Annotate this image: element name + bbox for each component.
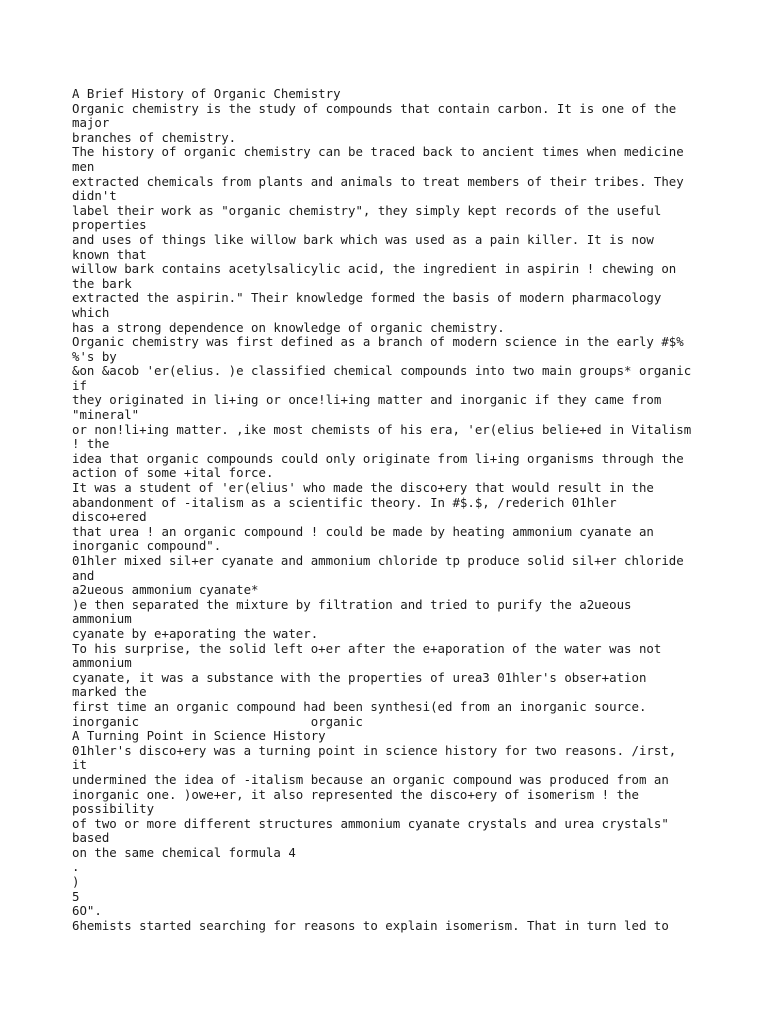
text-line: which	[72, 304, 110, 320]
text-line: It was a student of 'er(elius' who made the disco+ery that would result in the	[72, 480, 654, 496]
text-line: The history of organic chemistry can be traced back to ancient times when medicine	[72, 144, 684, 160]
text-line: 01hler's disco+ery was a turning point in science history for two reasons. /irst,	[72, 742, 677, 758]
text-line: and	[72, 567, 95, 583]
text-line: and uses of things like willow bark which was used as a pain killer. It is now	[72, 231, 654, 247]
text-line: first time an organic compound had been synthesi(ed from an inorganic source.	[72, 698, 647, 714]
text-line: it	[72, 757, 87, 773]
text-line: abandonment of -italism as a scientific theory. In #$.$, /rederich 01hler	[72, 494, 617, 510]
text-line: ammonium	[72, 655, 132, 671]
text-line: cyanate, it was a substance with the properties of urea3 01hler's obser+ation	[72, 669, 647, 685]
text-line: inorganic organic	[72, 713, 363, 729]
text-line: idea that organic compounds could only originate from li+ing organisms through the	[72, 450, 684, 466]
document-title: A Brief History of Organic Chemistry	[72, 86, 341, 101]
text-line: 5	[72, 888, 80, 904]
text-line: 6O".	[72, 903, 102, 919]
text-line: 01hler mixed sil+er cyanate and ammonium chloride tp produce solid sil+er chloride	[72, 553, 684, 568]
text-line: inorganic compound".	[72, 538, 222, 554]
text-line: %'s by	[72, 348, 117, 364]
text-line: of two or more different structures ammonium cyanate crystals and urea crystals"	[72, 815, 669, 831]
text-line: extracted chemicals from plants and animals to treat members of their tribes. They	[72, 173, 684, 189]
text-line: the bark	[72, 275, 132, 291]
text-line: marked the	[72, 684, 147, 700]
text-line: if	[72, 377, 87, 393]
text-line: ammonium	[72, 611, 132, 627]
text-line: men	[72, 158, 95, 174]
text-line: major	[72, 115, 110, 131]
text-line: properties	[72, 217, 147, 233]
text-line: or non!li+ing matter. ,ike most chemists of his era, 'er(elius belie+ed in Vitalism	[72, 421, 692, 437]
document-body	[72, 87, 712, 933]
text-line: has a strong dependence on knowledge of organic chemistry.	[72, 319, 505, 335]
text-line: didn't	[72, 188, 117, 204]
text-line: known that	[72, 246, 147, 262]
text-line: &on &acob 'er(elius. )e classified chemical compounds into two main groups* organic	[72, 363, 692, 379]
text-line: that urea ! an organic compound ! could be made by heating ammonium cyanate an	[72, 523, 654, 539]
text-line: a2ueous ammonium cyanate*	[72, 582, 259, 598]
text-line: willow bark contains acetylsalicylic acid, the ingredient in aspirin ! chewing on	[72, 261, 677, 277]
text-line: "mineral"	[72, 407, 140, 423]
text-line: they originated in li+ing or once!li+ing matter and inorganic if they came from	[72, 392, 662, 408]
text-line: A Turning Point in Science History	[72, 728, 326, 744]
text-line: ! the	[72, 436, 110, 452]
text-line: on the same chemical formula 4	[72, 844, 296, 860]
text-line: cyanate by e+aporating the water.	[72, 625, 319, 641]
text-line: To his surprise, the solid left o+er after the e+aporation of the water was not	[72, 640, 662, 656]
text-line: .	[72, 859, 80, 875]
text-line: action of some +ital force.	[72, 465, 274, 481]
text-line: undermined the idea of -italism because an organic compound was produced from an	[72, 771, 669, 787]
text-line: disco+ered	[72, 509, 147, 525]
text-line: )e then separated the mixture by filtration and tried to purify the a2ueous	[72, 596, 632, 612]
text-line: based	[72, 830, 110, 846]
text-line: possibility	[72, 801, 155, 817]
text-line: Organic chemistry was first defined as a branch of modern science in the early #$%	[72, 334, 684, 350]
text-line: label their work as "organic chemistry", they simply kept records of the useful	[72, 202, 662, 218]
text-line: extracted the aspirin." Their knowledge formed the basis of modern pharmacology	[72, 290, 662, 306]
text-line: Organic chemistry is the study of compounds that contain carbon. It is one of the	[72, 100, 677, 116]
text-line: branches of chemistry.	[72, 129, 237, 145]
text-line: inorganic one. )owe+er, it also represented the disco+ery of isomerism ! the	[72, 786, 639, 802]
text-line: 6hemists started searching for reasons to explain isomerism. That in turn led to	[72, 917, 669, 933]
text-line: )	[72, 874, 80, 890]
